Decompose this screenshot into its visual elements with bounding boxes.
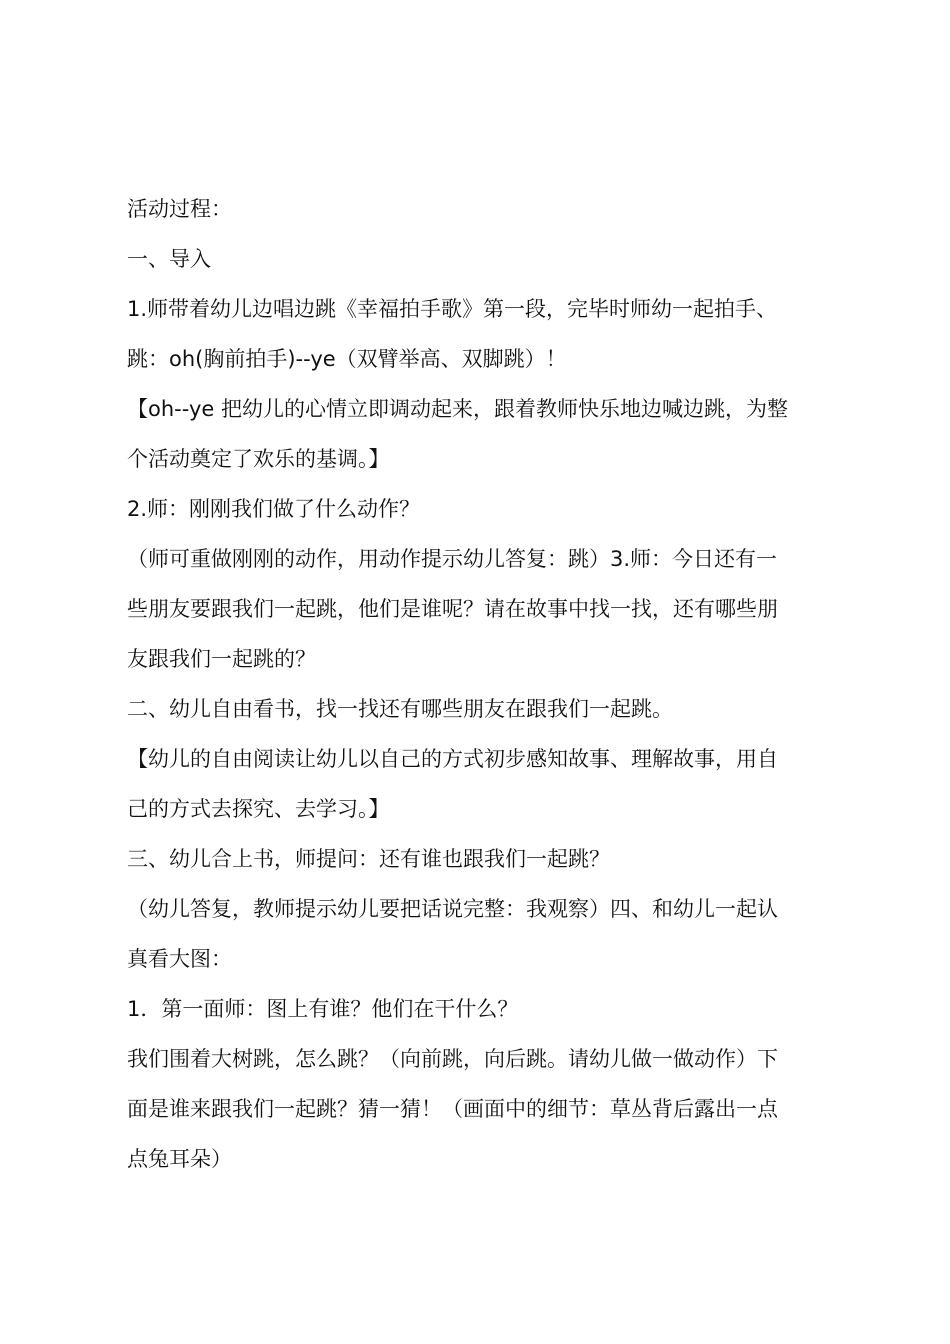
paragraph-line: 真看大图： (127, 947, 232, 971)
paragraph-line: 【oh--ye 把幼儿的心情立即调动起来，跟着教师快乐地边喊边跳，为整 (127, 397, 788, 421)
paragraph-line: 友跟我们一起跳的？ (127, 647, 316, 671)
section-heading: 一、导入 (127, 247, 211, 271)
paragraph-line: 1.师带着幼儿边唱边跳《幸福拍手歌》第一段，完毕时师幼一起拍手、 (127, 297, 778, 321)
paragraph-line: （幼儿答复，教师提示幼儿要把话说完整：我观察）四、和幼儿一起认 (127, 897, 778, 921)
document-body (127, 184, 837, 1184)
paragraph-line: 些朋友要跟我们一起跳，他们是谁呢？请在故事中找一找，还有哪些朋 (127, 597, 778, 621)
paragraph-line: 面是谁来跟我们一起跳？猜一猜！（画面中的细节：草丛背后露出一点 (127, 1097, 778, 1121)
section-heading: 活动过程： (127, 197, 232, 221)
section-heading: 二、幼儿自由看书，找一找还有哪些朋友在跟我们一起跳。 (127, 697, 673, 721)
paragraph-line: 我们围着大树跳，怎么跳？（向前跳，向后跳。请幼儿做一做动作）下 (127, 1047, 778, 1071)
paragraph-line: 点兔耳朵） (127, 1147, 232, 1171)
paragraph-line: 己的方式去探究、去学习。】 (127, 797, 390, 821)
paragraph-line: 2.师：刚刚我们做了什么动作？ (127, 497, 421, 521)
paragraph-line: 跳：oh(胸前拍手)--ye（双臂举高、双脚跳）！ (127, 347, 567, 371)
paragraph-line: 【幼儿的自由阅读让幼儿以自己的方式初步感知故事、理解故事，用自 (127, 747, 778, 771)
paragraph-line: （师可重做刚刚的动作，用动作提示幼儿答复：跳）3.师：今日还有一 (127, 547, 778, 571)
paragraph-line: 1．第一面师：图上有谁？他们在干什么？ (127, 997, 519, 1021)
section-heading: 三、幼儿合上书，师提问：还有谁也跟我们一起跳？ (127, 847, 610, 871)
paragraph-line: 个活动奠定了欢乐的基调。】 (127, 447, 390, 471)
